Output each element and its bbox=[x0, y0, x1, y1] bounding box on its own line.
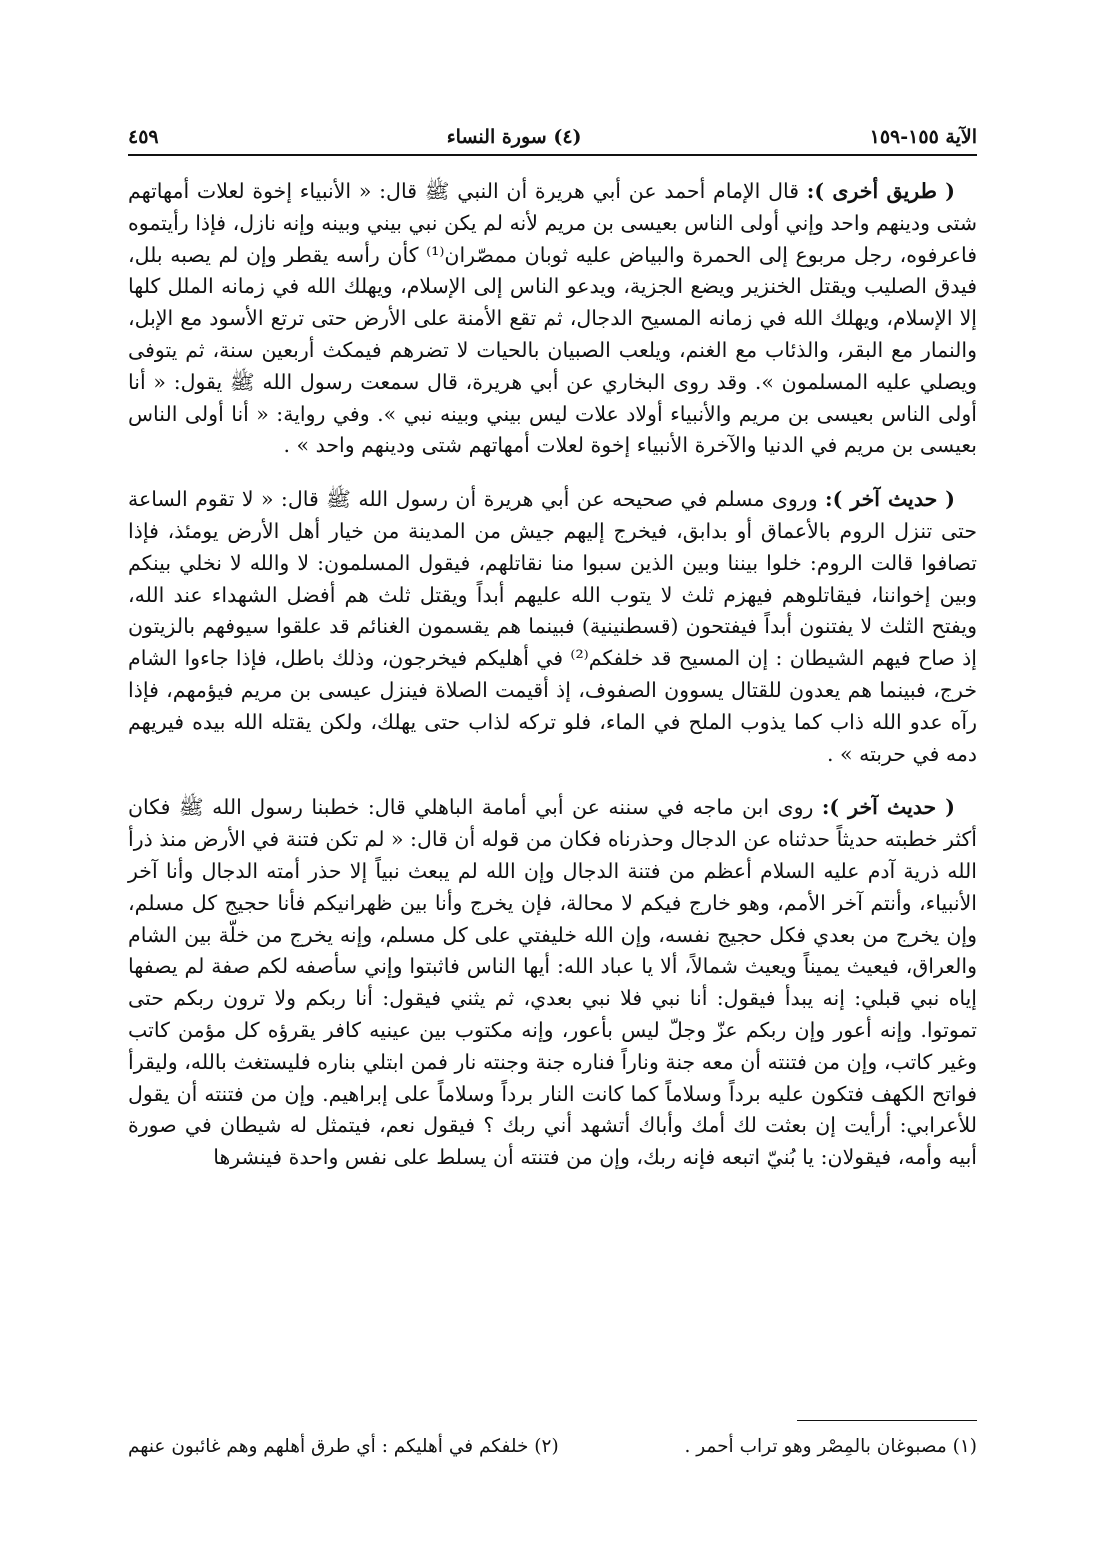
paragraph-text: روى ابن ماجه في سننه عن أبي أمامة الباهلي قال: خطبنا رسول الله ﷺ فكان أكثر خطبته حديثاً حدثناه عن الدجال وحذرناه فكان من قوله أن قال: « لم تكن فتنة في الأرض منذ ذرأ الله ذرية آدم عليه السلام أعظم من فتنة الدجال وإن الله لم يبعث نبياً إلا حذر أمته الدجال وأنا آخر الأنبياء، وأنتم آخر الأمم، وهو خارج فيكم لا محالة، فإن يخرج وأنا بين ظهرانيكم فأنا حجيج كل مسلم، وإن يخرج من بعدي فكل حجيج نفسه، وإن الله خليفتي على كل مسلم، وإنه يخرج من خلّة بين الشام والعراق، فيعيث يميناً ويعيث شمالاً، ألا يا عباد الله: أيها الناس فاثبتوا وإني سأصفه لكم صفة لم يصفها إياه نبي قبلي: إنه يبدأ فيقول: أنا نبي فلا نبي بعدي، ثم يثني فيقول: أنا ربكم ولا ترون ربكم حتى تموتوا. وإنه أعور وإن ربكم عزّ وجلّ ليس بأعور، وإنه مكتوب بين عينيه كافر يقرؤه كل مؤمن كاتب وغير كاتب، وإن من فتنته أن معه جنة وناراً فناره جنة وجنته نار فمن ابتلي بناره فليستغث بالله، وليقرأ فواتح الكهف فتكون عليه برداً وسلاماً كما كانت النار برداً وسلاماً على إبراهيم. وإن من فتنته أن يقول للأعرابي: أرأيت إن بعثت لك أمك وأباك أتشهد أني ربك ؟ فيقول نعم، فيتمثل له شيطان في صورة أبيه وأمه، فيقولان: يا بُنيّ اتبعه فإنه ربك، وإن من فتنته أن يسلط على نفس واحدة فينشرها bbox=[128, 795, 977, 1170]
paragraph-heading: ( حديث آخر ): bbox=[821, 795, 955, 820]
header-divider bbox=[128, 154, 977, 156]
footnotes bbox=[128, 1436, 977, 1457]
page-number: ٤٥٩ bbox=[128, 126, 159, 148]
page-body bbox=[128, 176, 977, 1174]
surah-title: (٤) سورة النساء bbox=[446, 126, 582, 148]
paragraph-heading: ( حديث آخر ): bbox=[825, 487, 955, 512]
page-header bbox=[128, 124, 977, 150]
footnote-1: (١) مصبوغان بالمِصْر وهو تراب أحمر . bbox=[684, 1436, 977, 1457]
paragraph-another-hadith bbox=[128, 484, 977, 770]
footnote-divider bbox=[797, 1420, 977, 1421]
paragraph-text: قال الإمام أحمد عن أبي هريرة أن النبي ﷺ قال: « الأنبياء إخوة لعلات أمهاتهم شتى ودينهم واحد وإني أولى الناس بعيسى بن مريم لأنه لم يكن نبي بيني وبينه وإنه نازل، فإذا رأيتموه فاعرفوه، رجل مربوع إلى الحمرة والبياض عليه ثوبان ممصّران⁽¹⁾ كأن رأسه يقطر وإن لم يصبه بلل، فيدق الصليب ويقتل الخنزير ويضع الجزية، ويدعو الناس إلى الإسلام، ويهلك الله في زمانه الملل كلها إلا الإسلام، ويهلك الله في زمانه المسيح الدجال، ثم تقع الأمنة على الأرض حتى ترتع الأسود مع الإبل، والنمار مع البقر، والذئاب مع الغنم، ويلعب الصبيان بالحيات لا تضرهم فيمكث أربعين سنة، ثم يتوفى ويصلي عليه المسلمون ». وقد روى البخاري عن أبي هريرة، قال سمعت رسول الله ﷺ يقول: « أنا أولى الناس بعيسى بن مريم والأنبياء أولاد علات ليس بيني وبينه نبي ». وفي رواية: « أنا أولى الناس بعيسى بن مريم في الدنيا والآخرة الأنبياء إخوة لعلات أمهاتهم شتى ودينهم واحد » . bbox=[128, 179, 978, 458]
paragraph-heading: ( طريق أخرى ): bbox=[806, 179, 955, 203]
verse-range: الآية ١٥٥-١٥٩ bbox=[869, 126, 977, 148]
paragraph-text: وروى مسلم في صحيحه عن أبي هريرة أن رسول الله ﷺ قال: « لا تقوم الساعة حتى تنزل الروم بالأعماق أو بدابق، فيخرج إليهم جيش من المدينة من خيار أهل الأرض يومئذ، فإذا تصافوا قالت الروم: خلوا بيننا وبين الذين سبوا منا نقاتلهم، فيقول المسلمون: لا والله لا نخلي بينكم وبين إخواننا، فيقاتلوهم فيهزم ثلث لا يتوب الله عليهم أبداً ويقتل ثلث هم أفضل الشهداء عند الله، ويفتح الثلث لا يفتنون أبداً فيفتحون (قسطنينية) فبينما هم يقسمون الغنائم قد علقوا سيوفهم بالزيتون إذ صاح فيهم الشيطان : إن المسيح قد خلفكم⁽²⁾ في أهليكم فيخرجون، وذلك باطل، فإذا جاءوا الشام خرج، فبينما هم يعدون للقتال يسوون الصفوف، إذ أقيمت الصلاة فينزل عيسى بن مريم فيؤمهم، فإذا رآه عدو الله ذاب كما يذوب الملح في الماء، فلو تركه لذاب حتى يهلك، ولكن يقتله الله بيده فيريهم دمه في حربته » . bbox=[128, 487, 977, 766]
paragraph-another-hadith-2 bbox=[128, 792, 977, 1174]
paragraph-other-route bbox=[128, 176, 977, 462]
footnote-2: (٢) خلفكم في أهليكم : أي طرق أهلهم وهم غائبون عنهم bbox=[128, 1436, 559, 1457]
